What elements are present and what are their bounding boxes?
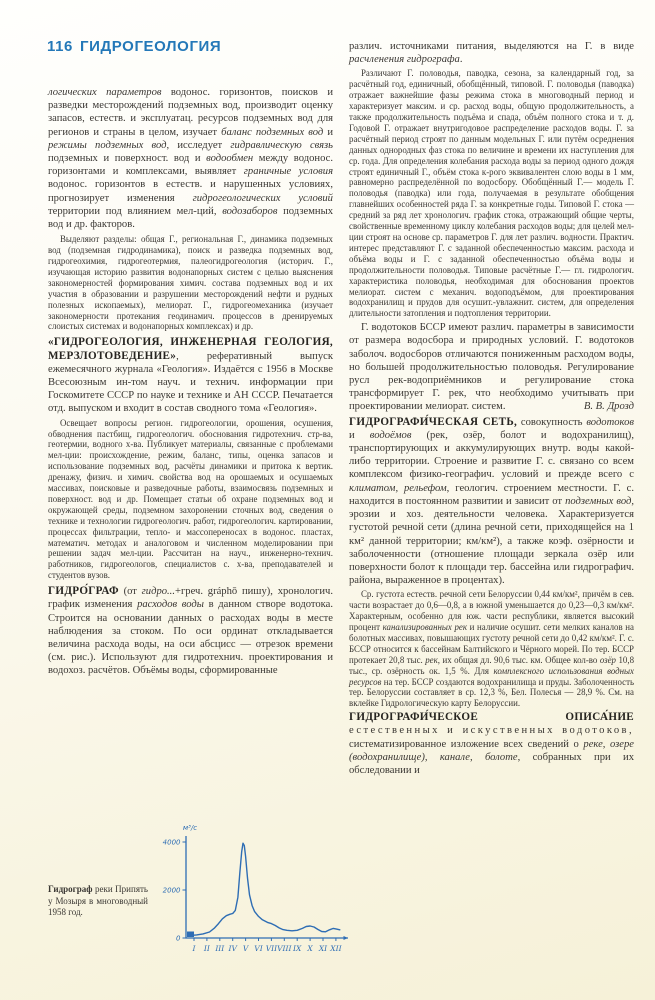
text-segment: баланс подземных вод — [221, 126, 324, 138]
text-segment: рек — [425, 654, 438, 665]
y-tick-label: 4000 — [162, 838, 181, 847]
running-title: ГИДРОГЕОЛОГИЯ — [80, 38, 222, 55]
x-tick-label: XI — [318, 944, 328, 953]
text-segment: Гидрограф — [48, 884, 93, 894]
text-segment: комплексного использования водных ресурсов — [349, 665, 634, 687]
paragraph — [48, 336, 333, 415]
paragraph — [349, 416, 634, 588]
text-segment: Освещает вопросы регион. гидрогеологии, орошения, осушения, обводнения пастбищ, гидрогеологич. обоснования гидротехнич. стр-ва, геотермии, водного х-ва. Публикует материалы, связанные с проблемами мел-ции: происхождение, режим, баланс, типы, оценка запасов и использование подземных вод, расчёты динамики и притока к вертик. дренажу, физич. и химич. свойства вод на орошаемых и осушаемых массивах, поисковые и разведочные работы, взаимосвязь подземных и поверхност. вод и др. Помещает статьи об охране подземных вод и окружающей среды, подземном захоронении сточных вод, сведения о технике и технологии гидрогеологич. работ, гидрогеологич. картировании, процессах фильтрации, тепло- и массопереносах в водонос. пластах, математич. методах и аналоговом и численном моделировании при решении задач мел-ции. Рассчитан на науч., инженерно-технич. работников, гидрогеологов, специалистов с. х-ва, преподавателей и студентов вузов. — [48, 417, 333, 581]
text-segment: ГИДРОГРАФИ́ЧЕСКАЯ СЕТЬ, — [349, 415, 518, 428]
paragraph — [349, 321, 634, 413]
text-segment: канализированных рек — [382, 622, 468, 633]
right-column — [349, 40, 634, 777]
text-segment: водоёмов — [369, 429, 412, 441]
text-segment: озёр — [599, 654, 616, 665]
text-segment: логических параметров — [48, 87, 162, 98]
text-segment: , геологич. строением местности. Г. с. находится в постоянном развитии и зависит от — [349, 482, 634, 507]
text-segment: различ. источниками питания, выделяются на Г. в виде — [349, 41, 634, 52]
x-tick-label: II — [203, 944, 210, 953]
x-tick-label: IV — [228, 944, 237, 953]
text-segment: водонос. горизонтов в естеств. и нарушенных условиях, прогнозирует изменения — [48, 179, 333, 204]
text-segment: совокупность — [517, 416, 587, 428]
text-segment: климатом, рельефом — [349, 482, 447, 494]
text-segment: Различают Г. половодья, паводка, сезона, за календарный год, за расчётный год, единичный, обобщённый, типовой. Г. половодья (паводка) отражает важнейшие фазы режима стока в многоводный период и характеризует максим. и ср. расход воды, общую продолжительность, а также продолжительность подъёма и спада, объём полного стока и т. д. Годовой Г. отражает внутригодовое распределение расходов воды. Г. за расчётный период строят по данным модельных Г. или путём осреднения данных однородных фаз стока по величине и времени их наступления для ср. года. Для определения колебания расхода воды за период одного дождя строят единичный Г., объём стока к-рого эквивалентен слою воды в 1 мм, равномерно распределённой по водосбору. Обобщённый Г.— модель Г. половодья (паводка) или года, получаемая в результате обобщения главнейших особенностей ряда Г. за конкретные годы. Типовой Г. стока — средний за ряд лет хронологич. график стока, отражающий общие черты, свойственные временному циклу колебания расходов воды; для целей мел-ции строят на основе ср. параметров Г. для лет различ. водности. Практич. интерес представляют Г. с заданной обеспеченностью максим. расхода и объёма воды и Г. с заданной обеспеченностью объёма воды и продолжительности половодья. Типовые расчётные Г.— гл. гидрологич. характеристика половодья, необходимая для обоснования проектов мелиорат. систем с механич. водоподъёмом, для проектирования водохранилищ и прудов для осушит.-увлажнит. систем, для определения длительности затопления и подтопления территории. — [349, 68, 634, 319]
text-segment: подземных вод и др. факторов. — [48, 205, 333, 231]
paragraph — [349, 711, 634, 777]
x-tick-label: VIII — [277, 944, 292, 953]
text-segment: между водонос. горизонтами и комплексами, выявляет — [48, 153, 333, 178]
text-segment: режимы подземных вод — [48, 139, 167, 151]
text-segment: и — [349, 429, 370, 441]
text-segment: подземных вод — [565, 495, 632, 507]
discharge-curve — [191, 843, 340, 935]
text-segment: (от — [118, 586, 142, 598]
x-tick-label: III — [215, 944, 225, 953]
paragraph — [48, 234, 333, 332]
text-segment: водообмен — [206, 153, 254, 165]
text-segment: водонос. горизонтов, поисков и разведки месторождений подземных вод, производит оценку запасов, естеств. и эксплуатац. ресурсов подземных вод для регионов и страны в целом, изучает — [48, 87, 333, 138]
text-segment: гидрогеологических условий — [192, 192, 333, 204]
x-tick-label: IX — [293, 944, 302, 953]
x-tick-label: VI — [254, 944, 263, 953]
x-tick-label: XII — [330, 944, 342, 953]
paragraph — [48, 86, 333, 231]
text-segment: граничные условия — [243, 166, 333, 178]
origin-marker — [187, 932, 194, 938]
paragraph — [48, 585, 333, 677]
paragraph — [349, 68, 634, 319]
text-segment: реки Припять у Мозыря в многоводный 1958 год. — [48, 884, 148, 918]
text-segment: , исследует — [166, 139, 231, 151]
y-tick-label: 0 — [176, 934, 181, 943]
text-segment: водотоков — [586, 416, 634, 428]
text-segment: естественных и искуственных водотоков, — [349, 725, 634, 737]
text-segment: на тер. БССР создаются водохранилища и пруды. Заболоченность тер. Белоруссии составляет в ср. 12,3 %, Бел. Полесья — 28,9 %. См. на вклейке Гидрологическую карту Белоруссии. — [349, 676, 634, 709]
y-tick-label: 2000 — [162, 886, 181, 895]
page-number: 116 — [47, 38, 73, 55]
text-segment: , реферативный выпуск ежемесячного журнала «Геология». Издаётся с 1956 в Москве Всесоюзным ин-том науч. и технич. информации при Госкомитете СССР по науке и технике и АН СССР. Печатается отд. выпуском и входит в состав сводного тома «Геология». — [48, 350, 333, 415]
x-tick-label: I — [192, 944, 196, 953]
text-segment: В. В. Дрозд — [583, 401, 634, 413]
paragraph — [349, 589, 634, 709]
x-tick-label: X — [307, 944, 313, 953]
text-segment: водозаборов — [222, 205, 278, 217]
text-segment: в данном створе водотока. Строится на основании данных о расходах воды в месте наблюдения за стоком. По оси ординат откладывается величина расхода воды, на оси абсцисс — отрезок времени (см. рис.). Используют для гидротехнич. проектирования и водохоз. расчётов. Объёмы воды, сформированные — [48, 599, 334, 677]
text-segment: подземных и поверхност. вод и — [48, 153, 207, 165]
hydrograph-chart — [148, 820, 358, 970]
hydrograph-figure — [48, 820, 353, 995]
text-segment: 10,8 тыс., ср. озёрность ок. 1,5 %. Для — [349, 654, 635, 676]
x-tick-label: V — [242, 944, 249, 953]
text-segment: ГИДРО́ГРАФ — [48, 585, 119, 598]
figure-caption — [48, 884, 148, 919]
text-segment: . — [459, 54, 463, 66]
text-segment: (рек, озёр, болот и водохранилищ), транспортирующих и аккумулирующих внутр. воды какой-либо территории. Строение и развитие Г. с. связано со всем комплексом физико-географич. условий и прежде всего с — [349, 429, 634, 481]
paragraph — [48, 418, 333, 582]
text-segment: , собранных при их обследовании и — [349, 751, 634, 777]
text-segment: систематизированное изложение всех сведений о — [349, 738, 584, 750]
x-tick-label: VII — [265, 944, 278, 953]
text-segment: и — [323, 126, 333, 138]
x-axis-arrow — [344, 936, 349, 940]
text-segment: и наличие осушит. сети мелких каналов на болотных массивах, повышающих густоту речной сети до 0,42 км/км². Г. с. БССР относится к бассейнам Балтийского и Чёрного морей. По тер. БССР протекает 20,8 тыс. — [349, 622, 634, 665]
left-column — [48, 86, 333, 678]
paragraph — [349, 40, 634, 66]
text-segment: гидравлическую связь — [230, 139, 334, 151]
text-segment: Выделяют разделы: общая Г., региональная Г., динамика подземных вод (подземная гидродинамика), поиск и разведка подземных вод, гидрогеохимия, гидрогеотермия, палеогидрогеология (историч. Г., изучающая историю развития водонапорных систем с целью выяснения закономерностей формирования химич. состава подземных вод и их участия в образовании и разрушении месторождений нефти и рудных полезных ископаемых), мелиорат. Г., гидрогеомеханика (изучает закономерности протекания геодинамич. процессов в дренируемых слоистых системах и водонапорных комплексах) и др. — [48, 234, 333, 332]
text-segment: Ср. густота естеств. речной сети Белоруссии 0,44 км/км², причём в сев. части возрастает до 0,6—0,8, а в южной уменьшается до 0,23—0,3 км/км². Характерным, особенно для юж. части республики, является высокий процент — [349, 589, 634, 633]
y-axis-unit-label: м³/с — [182, 824, 198, 832]
text-segment: гидро... — [141, 586, 175, 598]
text-segment: расчленения гидрографа — [349, 54, 460, 66]
text-segment: Г. водотоков БССР имеют различ. параметры в зависимости от размера водосбора и природных условий. Г. водотоков заболоч. водосборов отличаются пониженным расходом воды, но большей продолжительностью половодья. Регулирование русл рек-водоприёмников и регулирование стока трансформирует Г. рек, что необходимо учитывать при проектировании мелиорат. систем. — [349, 322, 634, 413]
text-segment: , эрозии и хоз. деятельности человека. Характеризуется густотой речной сети (длина речной сети, приходящейся на 1 км² данной территории; км/км²), а также коэф. озёрности и заболоченности (отношение площади зеркала озёр или поверхности болот к площади тер. бассейна или гидрографич. района, выраженное в процентах). — [349, 495, 634, 587]
page-header — [47, 38, 221, 55]
text-segment: «ГИДРОГЕОЛОГИЯ, ИНЖЕНЕРНАЯ ГЕОЛОГИЯ, МЕРЗЛОТОВЕДЕНИЕ» — [48, 336, 333, 362]
text-segment: ГИДРОГРАФИ́ЧЕСКОЕ ОПИСА́НИЕ — [349, 711, 634, 724]
text-segment: расходов воды — [137, 599, 204, 611]
text-segment: территории под влиянием мел-ций, — [48, 205, 223, 217]
text-segment: реке, озере (водохранилище), канале, болоте — [349, 738, 635, 763]
text-segment: , их общая дл. 90,6 тыс. км. Общее кол-во — [437, 654, 600, 665]
text-segment: +греч. gráphō пишу), хронологич. график изменения — [48, 586, 333, 611]
